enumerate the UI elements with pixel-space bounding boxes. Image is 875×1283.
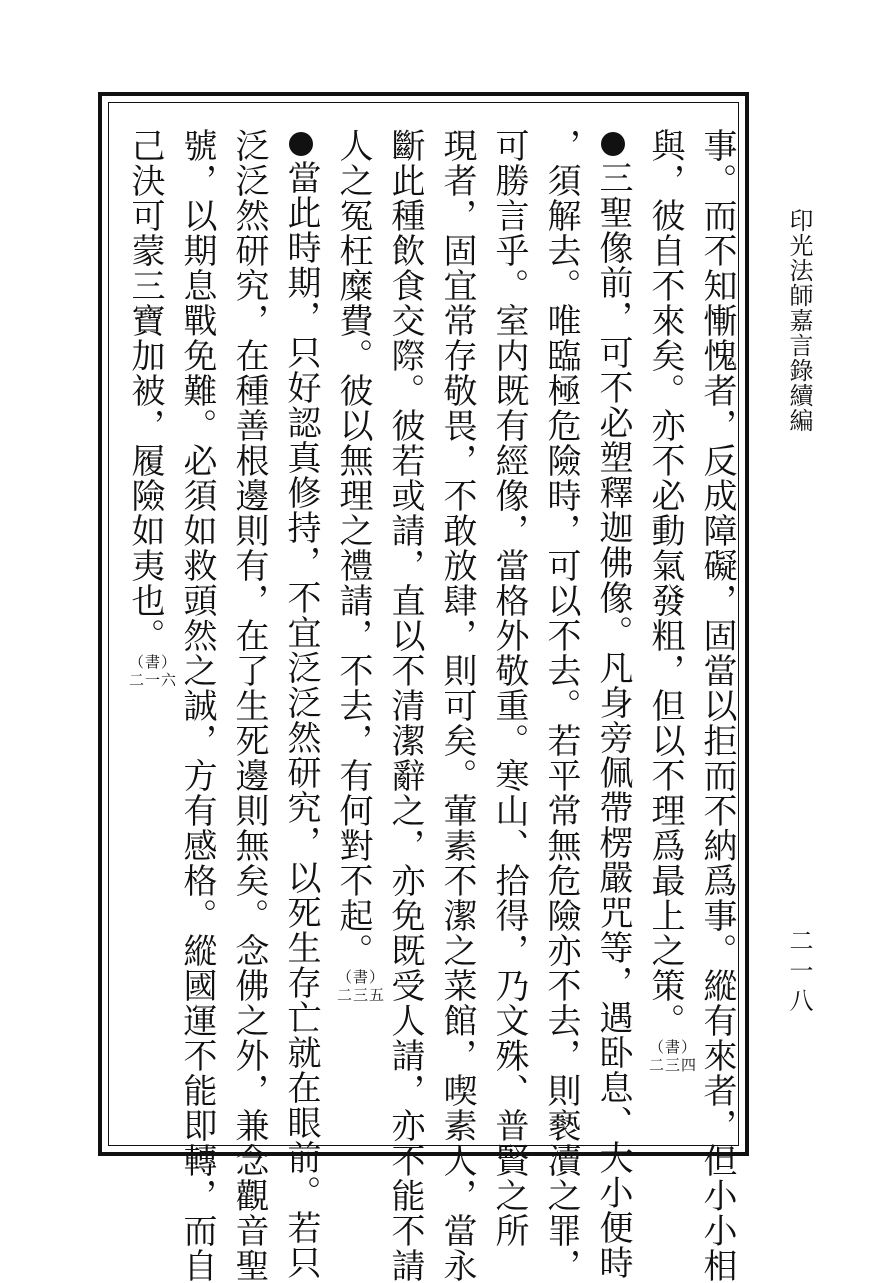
source-note-number: 二一六 — [129, 671, 178, 689]
text-column-3 — [589, 128, 637, 1280]
text-column-8 — [329, 128, 386, 1128]
source-note — [129, 653, 178, 689]
column-text: 與，彼自不來矣。亦不必動氣發粗，但以不理爲最上之策。 — [645, 128, 685, 1038]
column-text: 事。而不知慚愧者，反成障礙，固當以拒而不納爲事。縱有來者，但小小相 — [697, 128, 737, 1283]
column-text: 人之冤枉糜費。彼以無理之禮請，不去，有何對不起。 — [333, 128, 373, 968]
source-note-label: （書） — [649, 1038, 698, 1056]
bullet-icon — [601, 132, 625, 156]
column-text: ，須解去。唯臨極危險時，可以不去。若平常無危險亦不去，則褻瀆之罪， — [541, 128, 581, 1283]
text-column-1 — [693, 128, 741, 1283]
text-column-7 — [381, 128, 429, 1283]
source-note-label: （書） — [337, 968, 386, 986]
page-number: 二一八 — [785, 928, 813, 1018]
text-column-4 — [537, 128, 585, 1283]
column-text: 泛泛然研究，在種善根邊則有，在了生死邊則無矣。念佛之外，兼念觀音聖 — [229, 128, 269, 1283]
column-text: 三聖像前，可不必塑釋迦佛像。凡身旁佩帶楞嚴咒等，遇卧息、大小便時 — [593, 160, 633, 1280]
column-text: 可勝言乎。室内既有經像，當格外敬重。寒山、拾得，乃文殊、普賢之所 — [489, 128, 529, 1248]
source-note-number: 二三五 — [337, 986, 386, 1004]
source-note-number: 二三四 — [649, 1056, 698, 1074]
column-text: 斷此種飲食交際。彼若或請，直以不清潔辭之，亦免既受人請，亦不能不請 — [385, 128, 425, 1283]
text-column-9 — [277, 128, 325, 1280]
source-note — [649, 1038, 698, 1074]
running-head: 印光法師嘉言錄續編 — [785, 208, 813, 433]
text-column-10 — [225, 128, 273, 1283]
source-note-label: （書） — [129, 653, 178, 671]
text-column-11 — [173, 128, 221, 1283]
column-text: 己決可蒙三寶加被，履險如夷也。 — [125, 128, 165, 653]
column-text: 號，以期息戰免難。必須如救頭然之誠，方有感格。縱國運不能即轉，而自 — [177, 128, 217, 1283]
text-column-6 — [433, 128, 481, 1283]
source-note — [337, 968, 386, 1004]
text-column-5 — [485, 128, 533, 1248]
column-text: 當此時期，只好認真修持，不宜泛泛然研究，以死生存亡就在眼前。若只 — [281, 160, 321, 1280]
text-column-2 — [641, 128, 698, 1128]
bullet-icon — [289, 132, 313, 156]
text-column-12 — [121, 128, 178, 1128]
column-text: 現者，固宜常存敬畏，不敢放肆，則可矣。葷素不潔之菜館，喫素人，當永 — [437, 128, 477, 1283]
